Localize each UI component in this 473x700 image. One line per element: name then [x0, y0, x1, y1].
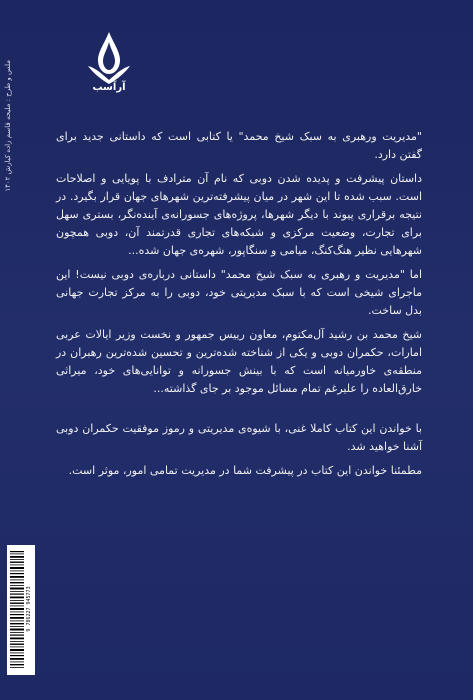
design-credit: ملس و طرح : ملیحه قاسم زاده کیارش ۱۴۰۲: [4, 60, 12, 192]
blurb-paragraph-3: اما "مدیریت و رهبری به سبک شیخ محمد" داستانی درباره‌ی دوبی نیست! این ماجرای شیخی است که با سبک مدیریتی خود، دوبی را به مرکز تجارت جهانی بدل ساخت.: [56, 268, 422, 317]
isbn-barcode: [7, 545, 35, 675]
blurb-paragraph-5: با خواندن این کتاب کاملا غنی، با شیوه‌ی مدیریتی و رموز موفقیت حکمران دوبی آشنا خواهید شد.: [56, 422, 422, 453]
blurb-paragraph-1: "مدیریت ورهبری به سبک شیخ محمد" یا کتابی است که داستانی جدید برای گفتن دارد.: [56, 130, 422, 161]
publisher-logo-icon: [84, 30, 134, 86]
blurb-paragraph-4: شیخ محمد بن رشید آل‌مکتوم، معاون رییس جمهور و نخست وزیر ایالات عربی امارات، حکمران دوبی و یکی از شناخته شده‌ترین و تحسین شده‌ترین رهبران در منطقه‌ی خاورمیانه است که با بینش جسورانه و توانایی‌های خود، میراثی خارق‌العاده را علیرغم تمام مسائل موجود بر جای گذاشته...: [56, 328, 422, 395]
isbn-number: 9 786227 945773: [26, 586, 32, 632]
barcode-icon: [7, 545, 35, 675]
blurb-paragraph-6: مطمئنا خواندن این کتاب در پیشرفت شما در مدیریت تمامی امور، موثر است.: [68, 464, 422, 477]
publisher-logo: [84, 30, 134, 100]
blurb-text: [56, 128, 422, 486]
publisher-logo-text: آرآسب: [92, 82, 126, 93]
blurb-paragraph-2: داستان پیشرفت و پدیده شدن دوبی که نام آن مترادف با پویایی و اصلاحات است. سبب شده تا این شهر در میان پیشرفته‌ترین شهرهای جهان قرار بگیرد. در نتیجه برقراری پیوند با دیگر شهرها، پروژه‌های جسورانه‌ی آینده‌نگر، بستری سهل برای تجارت، وضعیت مرکزی و شبکه‌های تجاری قدرتمند آن، دوبی همچون شهرهایی نظیر هنگ‌کنگ، میامی و سنگاپور، شهره‌ی جهان شده...: [56, 172, 422, 257]
